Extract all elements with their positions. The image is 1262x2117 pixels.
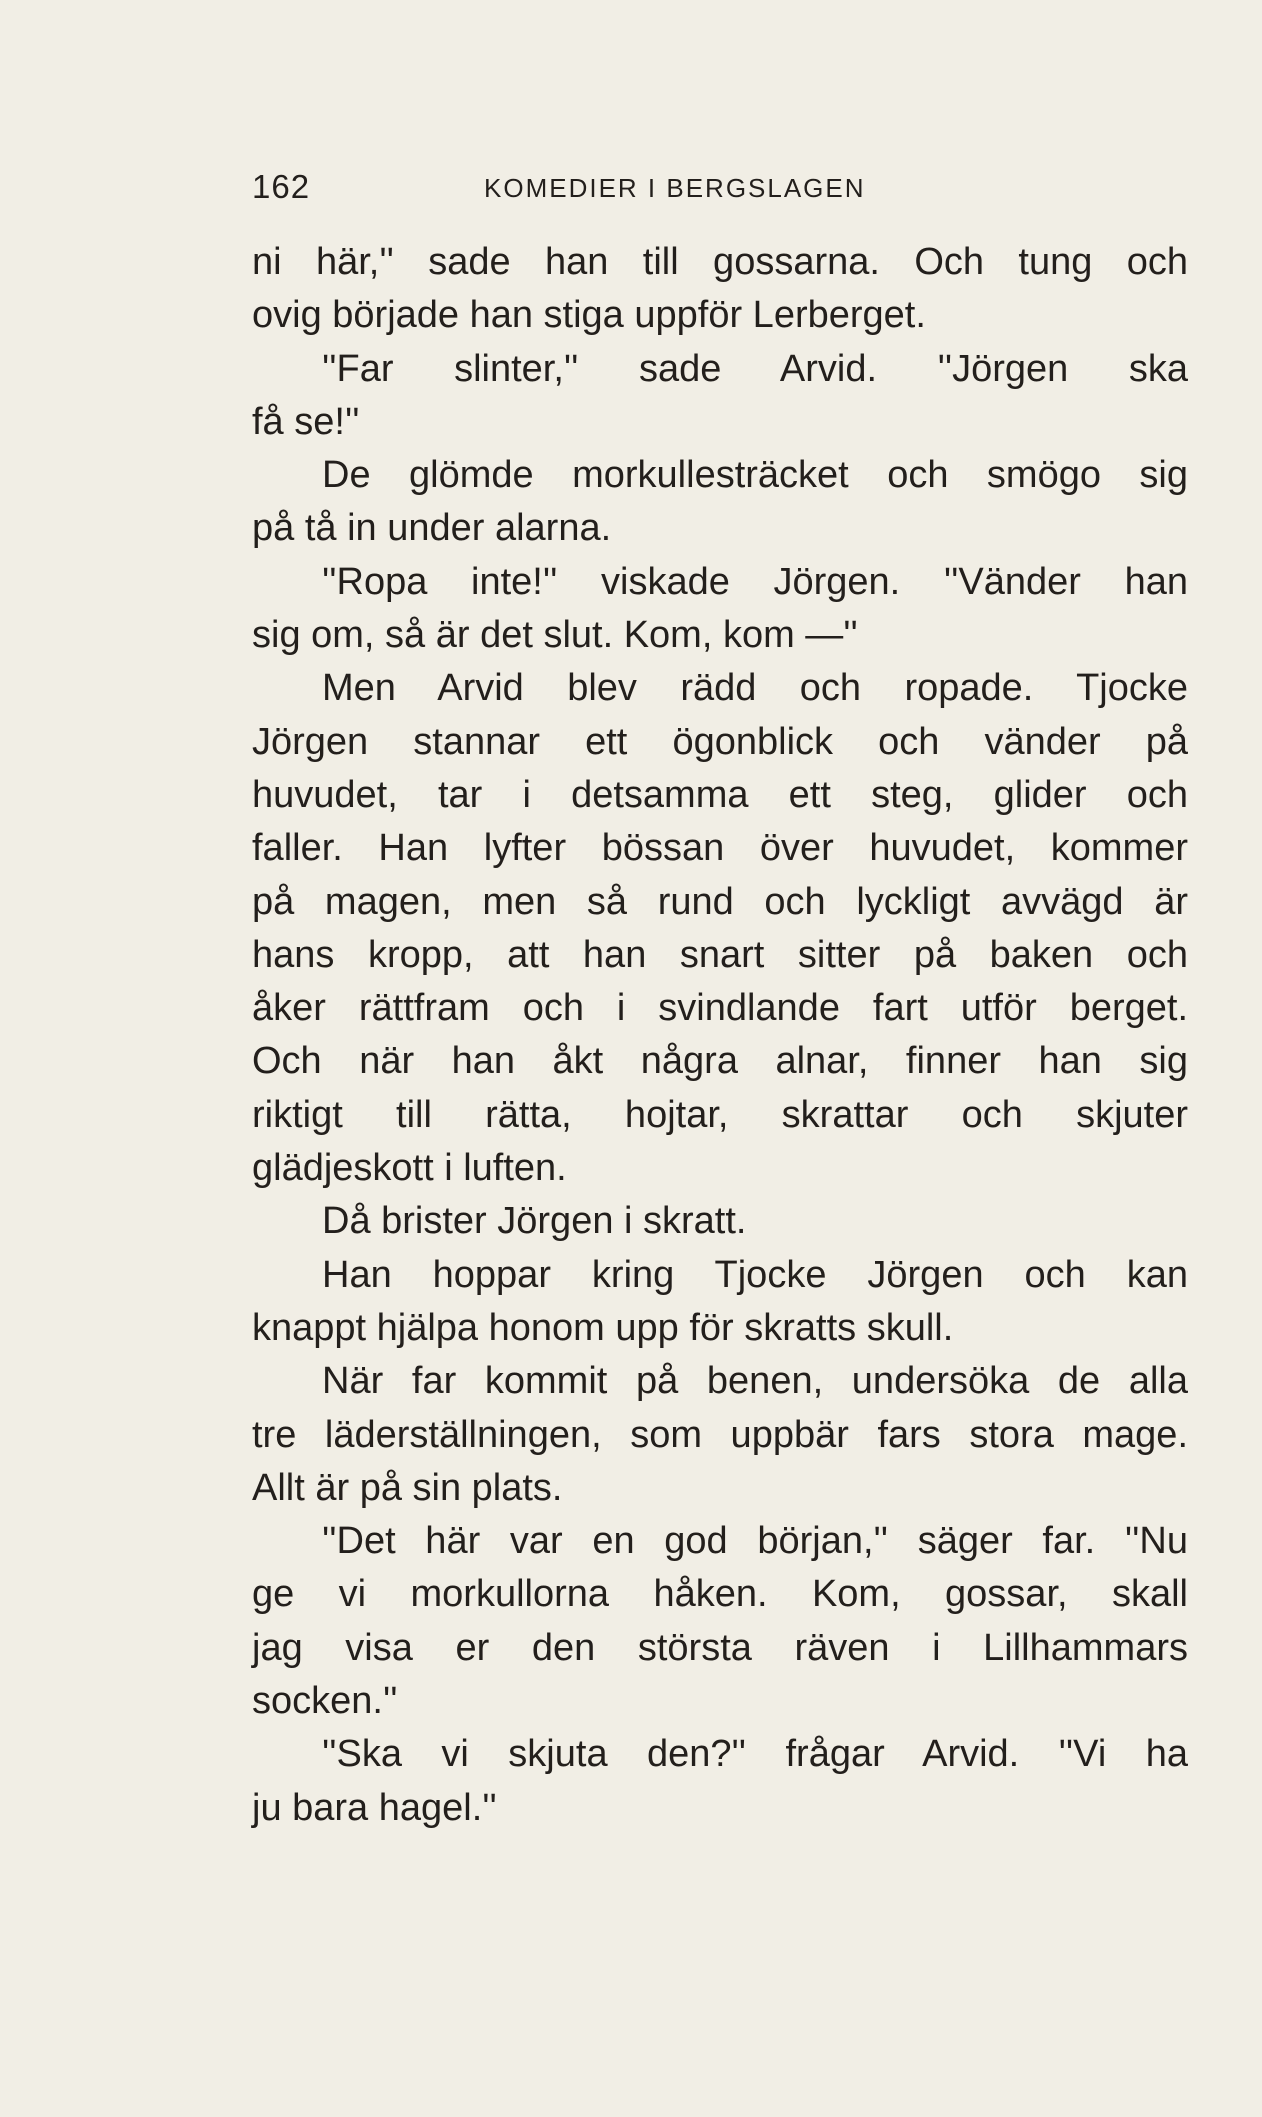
text-line: på magen, men så rund och lyckligt avvägd är bbox=[252, 880, 1188, 923]
body-text bbox=[252, 236, 1188, 1835]
text-line: Jörgen stannar ett ögonblick och vänder på bbox=[252, 720, 1188, 763]
text-line: Då brister Jörgen i skratt. bbox=[322, 1200, 747, 1243]
text-line: faller. Han lyfter bössan över huvudet, kommer bbox=[252, 827, 1188, 870]
text-line: på tå in under alarna. bbox=[252, 507, 612, 550]
text-line: Allt är på sin plats. bbox=[252, 1466, 563, 1509]
text-line: hans kropp, att han snart sitter på baken och bbox=[252, 933, 1188, 976]
text-line: ''Ska vi skjuta den?'' frågar Arvid. ''Vi ha bbox=[322, 1733, 1188, 1776]
running-title: KOMEDIER I BERGSLAGEN bbox=[484, 173, 866, 203]
running-head bbox=[252, 168, 942, 212]
text-line: Men Arvid blev rädd och ropade. Tjocke bbox=[322, 667, 1188, 710]
text-line: ''Ropa inte!'' viskade Jörgen. ''Vänder han bbox=[322, 560, 1188, 603]
text-line: När far kommit på benen, undersöka de alla bbox=[322, 1360, 1188, 1403]
text-line: åker rättfram och i svindlande fart utför berget. bbox=[252, 987, 1188, 1030]
text-line: huvudet, tar i detsamma ett steg, glider och bbox=[252, 773, 1188, 816]
text-line: tre läderställningen, som uppbär fars stora mage. bbox=[252, 1413, 1188, 1456]
text-line: ge vi morkullorna håken. Kom, gossar, skall bbox=[252, 1573, 1188, 1616]
text-line: De glömde morkullesträcket och smögo sig bbox=[322, 454, 1188, 497]
text-line: sig om, så är det slut. Kom, kom —'' bbox=[252, 614, 858, 657]
text-line: Han hoppar kring Tjocke Jörgen och kan bbox=[322, 1253, 1188, 1296]
text-line: Och när han åkt några alnar, finner han sig bbox=[252, 1040, 1188, 1083]
text-line: få se!'' bbox=[252, 400, 360, 443]
text-line: knappt hjälpa honom upp för skratts skull. bbox=[252, 1306, 954, 1349]
text-line: ju bara hagel.'' bbox=[252, 1786, 497, 1829]
text-line: riktigt till rätta, hojtar, skrattar och skjuter bbox=[252, 1093, 1188, 1136]
text-line: jag visa er den största räven i Lillhammars bbox=[252, 1626, 1188, 1669]
page-number: 162 bbox=[252, 168, 311, 205]
text-line: ''Det här var en god början,'' säger far. ''Nu bbox=[322, 1520, 1188, 1563]
text-line: ovig började han stiga uppför Lerberget. bbox=[252, 294, 926, 337]
text-line: glädjeskott i luften. bbox=[252, 1147, 567, 1190]
text-line: ni här,'' sade han till gossarna. Och tung och bbox=[252, 241, 1188, 283]
text-line: socken.'' bbox=[252, 1680, 398, 1723]
text-line: ''Far slinter,'' sade Arvid. ''Jörgen ska bbox=[322, 347, 1188, 390]
